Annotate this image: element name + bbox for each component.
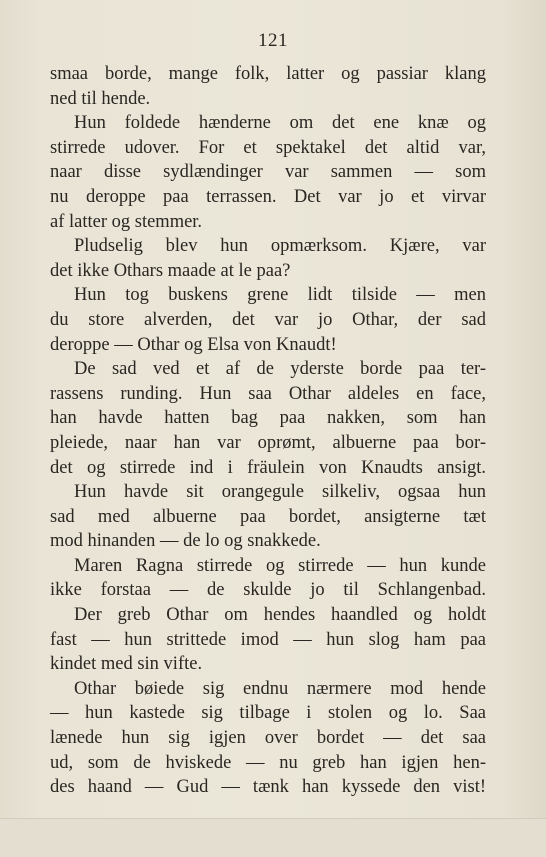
paragraph [50, 234, 486, 283]
text-line: Hun tog buskens grene lidt tilside — men [74, 285, 486, 306]
text-line: han havde hatten bag paa nakken, som han [50, 408, 486, 429]
text-line: naar disse sydlændinger var sammen — som [50, 162, 486, 183]
page-bottom-edge [0, 818, 546, 857]
text-line: kindet med sin vifte. [50, 654, 203, 675]
paragraph [50, 603, 486, 677]
paragraph [50, 677, 486, 800]
text-line: des haand — Gud — tænk han kyssede den vist! [50, 777, 486, 798]
paragraph [50, 357, 486, 480]
paragraph [50, 62, 486, 111]
text-line: det og stirrede ind i fräulein von Knaudts ansigt. [50, 457, 486, 478]
paragraph [50, 554, 486, 603]
text-line: — hun kastede sig tilbage i stolen og lo. Saa [50, 703, 486, 724]
text-line: ikke forstaa — de skulde jo til Schlangenbad. [50, 580, 486, 601]
text-line: stirrede udover. For et spektakel det altid var, [50, 137, 486, 158]
text-line: De sad ved et af de yderste borde paa ter- [74, 359, 486, 380]
text-line: pleiede, naar han var oprømt, albuerne paa bor- [50, 432, 486, 453]
text-line: Der greb Othar om hendes haandled og holdt [74, 605, 486, 626]
text-line: det ikke Othars maade at le paa? [50, 260, 291, 281]
text-line: sad med albuerne paa bordet, ansigterne tæt [50, 506, 486, 527]
paragraph [50, 111, 486, 234]
paragraph [50, 283, 486, 357]
page-body-text [50, 62, 486, 800]
text-line: ned til hende. [50, 88, 151, 109]
text-line: rassens runding. Hun saa Othar aldeles en face, [50, 383, 486, 404]
text-line: fast — hun strittede imod — hun slog ham paa [50, 629, 486, 650]
text-line: ud, som de hviskede — nu greb han igjen hen- [50, 752, 486, 773]
text-line: Hun havde sit orangegule silkeliv, ogsaa hun [74, 482, 486, 503]
text-line: nu deroppe paa terrassen. Det var jo et virvar [50, 186, 486, 207]
text-line: Maren Ragna stirrede og stirrede — hun kunde [74, 555, 486, 576]
text-line: af latter og stemmer. [50, 211, 203, 232]
text-line: du store alverden, det var jo Othar, der sad [50, 309, 486, 330]
text-line: lænede hun sig igjen over bordet — det saa [50, 728, 486, 749]
text-line: Hun foldede hænderne om det ene knæ og [74, 113, 486, 134]
text-line: deroppe — Othar og Elsa von Knaudt! [50, 334, 337, 355]
page-number: 121 [258, 30, 288, 51]
text-line: Pludselig blev hun opmærksom. Kjære, var [74, 236, 486, 257]
text-line: mod hinanden — de lo og snakkede. [50, 531, 321, 552]
text-line: Othar bøiede sig endnu nærmere mod hende [74, 678, 486, 699]
text-line: smaa borde, mange folk, latter og passiar klang [50, 64, 486, 84]
paragraph [50, 480, 486, 554]
